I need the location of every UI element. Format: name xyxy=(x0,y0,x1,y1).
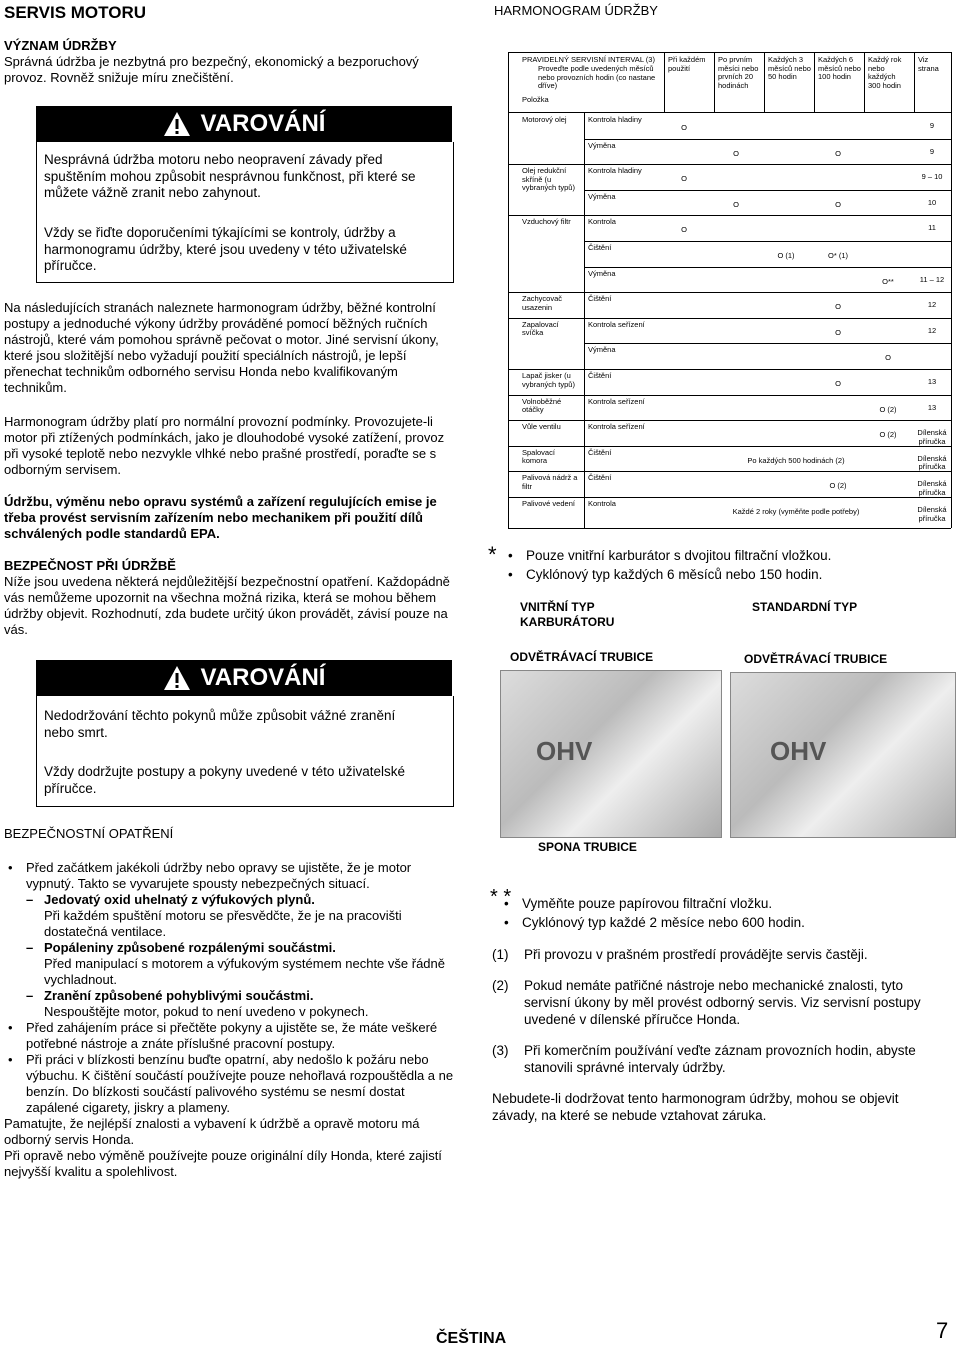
warning-banner-2 xyxy=(36,660,452,696)
column-header: Každých 6 měsíců nebo 100 hodin xyxy=(818,55,861,81)
row-divider xyxy=(584,139,951,140)
table-cell-action: Výměna xyxy=(588,140,616,150)
table-cell-action: Kontrola xyxy=(588,499,616,508)
intro-paragraph: Na následujících stranách naleznete harmonogram údržby, běžné kontrolní postupy a jednoduché výkony údržby prováděné pomocí běžných ručních nástrojů, které vám pomohou správně pečovat o motor. Jiné servisní úkony, které jsou složitější nebo vyžadují použití speciálních nástrojů, je lepší přenechat technikům odborného servisu Honda nebo kvalifikovaným technikům. xyxy=(4,300,439,395)
item-header: Položka xyxy=(522,95,549,104)
warning-text: Nesprávná údržba motoru nebo neopravení závady před spuštěním mohou způsobit nesprávnou funkčnost, při které se můžete vážně zranit nebo zahynout. xyxy=(44,152,416,200)
table-cell-action: Výměna xyxy=(588,268,616,278)
conditions-paragraph: Harmonogram údržby platí pro normální provozní podmínky. Provozujete-li motor při ztížených podmínkách, jako je dlouhodobé vysoké zatížení, provoz při vysoké teplotě nebo nezvykle vlhké nebo prašné prostředí, poraďte se s odborným servisem. xyxy=(4,414,445,477)
standard-type-label: STANDARDNÍ TYP xyxy=(752,600,858,614)
table-cell-action: Kontrola xyxy=(588,217,616,227)
hazard-title: – Jedovatý oxid uhelnatý z výfukových plynů. xyxy=(4,892,454,908)
column-divider xyxy=(714,52,715,112)
double-star-notes xyxy=(500,894,940,932)
table-cell-page: Dílenská příručka xyxy=(917,505,947,523)
table-cell-page: 10 xyxy=(927,197,937,207)
carburetor-internal-image xyxy=(500,670,722,838)
row-divider xyxy=(508,369,951,370)
table-cell-item: Spalovací komora xyxy=(522,447,555,466)
column-divider xyxy=(914,52,915,112)
table-border xyxy=(951,52,952,528)
table-cell-item: Zapalovací svíčka xyxy=(522,319,559,338)
star-notes xyxy=(504,546,944,584)
header-separator xyxy=(508,112,951,113)
table-cell-item: Vůle ventilu xyxy=(522,422,561,432)
column-divider xyxy=(664,52,665,112)
engine-logo: OHV xyxy=(770,736,827,766)
table-cell-mark: O xyxy=(733,199,739,209)
safety-text: Níže jsou uvedena některá nejdůležitější bezpečnostní opatření. Každopádně vás nemůžeme upozornit na všechna možná rizika, která se mohou během údržby objevit. Rozhodnutí, zda budete určitý úkon provádět, závisí pouze na vás. xyxy=(4,574,450,637)
star-marker: * xyxy=(488,542,497,567)
table-cell-page: 11 xyxy=(928,223,936,233)
hazard-text: Při každém spuštění motoru se přesvědčte, že je na pracovišti dostatečná ventilace. xyxy=(44,908,402,939)
closing-text: Pamatujte, že nejlépší znalosti a vybavení k údržbě a opravě motoru má odborný servis Honda. xyxy=(4,1116,420,1147)
row-divider xyxy=(584,241,951,242)
warning-text: Vždy dodržujte postupy a pokyny uvedené v této uživatelské příručce. xyxy=(44,764,405,796)
table-cell-mark: O xyxy=(835,327,841,337)
footnote: (1) Při provozu v prašném prostředí provádějte servis častěji. xyxy=(492,947,868,962)
column-header: Po prvním měsíci nebo prvních 20 hodinách xyxy=(718,55,759,90)
table-border xyxy=(508,528,951,529)
column-divider xyxy=(864,52,865,112)
table-cell-page: 11 – 12 xyxy=(919,274,945,284)
table-border xyxy=(508,52,509,528)
row-divider xyxy=(508,215,951,216)
footnote: (2) Pokud nemáte patřičné nástroje nebo mechanické znalosti, tyto servisní úkony by měl provést odborný servis. Viz servisní postupy uvedené v dílenské příručce Honda. xyxy=(492,978,921,1027)
column-header: Viz strana xyxy=(918,55,939,73)
table-cell-page: Dílenská příručka xyxy=(917,428,947,446)
table-cell-mark: O* (1) xyxy=(827,251,848,260)
importance-text: Správná údržba je nezbytná pro bezpečný, ekonomický a bezporuchový provoz. Rovněž snižuje míru znečištění. xyxy=(4,54,419,85)
warning-label: VAROVÁNÍ xyxy=(200,110,326,137)
importance-heading: VÝZNAM ÚDRŽBY xyxy=(4,38,117,53)
page-number: 7 xyxy=(936,1318,949,1343)
table-cell-action: Čištění xyxy=(588,243,612,252)
warning-label: VAROVÁNÍ xyxy=(200,664,326,691)
table-cell-page: 12 xyxy=(927,300,937,310)
list-item: • Cyklónový typ každých 6 měsíců nebo 150 hodin. xyxy=(504,565,944,584)
list-item: • Před začátkem jakékoli údržby nebo opravy se ujistěte, že je motor vypnutý. Takto se vyvarujete spousty nebezpečných situací. xyxy=(4,860,454,892)
table-cell-mark: O xyxy=(681,174,687,184)
table-cell-mark: O xyxy=(885,353,891,363)
table-cell-item: Zachycovač usazenin xyxy=(522,294,563,312)
table-cell-mark: O xyxy=(835,199,841,209)
precautions-list xyxy=(4,860,454,1180)
table-cell-mark: O xyxy=(681,123,687,132)
table-cell-page: Dílenská příručka xyxy=(917,453,947,472)
schedule-title: HARMONOGRAM ÚDRŽBY xyxy=(494,3,658,18)
table-cell-page: 13 xyxy=(927,402,937,412)
table-cell-interval-span: Každé 2 roky (vyměňte podle potřeby) xyxy=(732,507,860,516)
table-cell-mark: O xyxy=(733,148,739,158)
warranty-note: Nebudete-li dodržovat tento harmonogram údržby, mohou se objevit závady, na které se nebude vztahovat záruka. xyxy=(492,1091,899,1123)
row-divider xyxy=(508,420,951,421)
row-divider xyxy=(508,164,951,165)
vent-tube-label: ODVĚTRÁVACÍ TRUBICE xyxy=(510,650,654,664)
hazard-text: Nespouštějte motor, pokud to není uvedeno v pokynech. xyxy=(44,1004,369,1019)
table-cell-action: Kontrola seřízení xyxy=(588,422,645,432)
internal-type-label: VNITŘNÍ TYP KARBURÁTORU xyxy=(520,600,615,629)
table-cell-mark: O (2) xyxy=(879,430,897,440)
column-header: Každý rok nebo každých 300 hodin xyxy=(868,55,902,90)
list-item: • Před zahájením práce si přečtěte pokyny a ujistěte se, že máte veškeré potřebné nástroje a znáte příslušné pracovní postupy. xyxy=(4,1020,454,1052)
table-cell-mark: O (2) xyxy=(879,404,897,414)
warning-text: Nedodržování těchto pokynů může způsobit vážné zranění nebo smrt. xyxy=(44,708,396,740)
hazard-text: Před manipulací s motorem a výfukovým systémem nechte vše řádně vychladnout. xyxy=(44,956,445,987)
carburetor-standard-image xyxy=(730,672,956,838)
hazard-title: – Zranění způsobené pohyblivými součástmi. xyxy=(4,988,454,1004)
table-cell-item: Motorový olej xyxy=(522,115,567,124)
column-divider xyxy=(814,52,815,112)
list-item: • Pouze vnitřní karburátor s dvojitou filtrační vložkou. xyxy=(504,546,944,565)
list-item: • Cyklónový typ každé 2 měsíce nebo 600 hodin. xyxy=(500,913,940,932)
double-star-marker: * * xyxy=(490,886,512,908)
language-label: ČEŠTINA xyxy=(436,1330,507,1347)
row-divider xyxy=(508,395,951,396)
table-cell-page: 9 xyxy=(929,146,935,156)
illustration-internal xyxy=(500,596,720,836)
row-divider xyxy=(584,190,951,191)
table-cell-mark: O xyxy=(835,302,841,312)
closing-text: Při opravě nebo výměně používejte pouze originální díly Honda, které zajistí nejvyšší kvalitu a spolehlivost. xyxy=(4,1148,442,1179)
emission-paragraph: Údržbu, výměnu nebo opravu systémů a zařízení regulujících emise je třeba provést servisním zařízením nebo mechanikem při použití dílů schválených podle standardů EPA. xyxy=(4,494,437,541)
table-cell-action: Čištění xyxy=(588,447,612,457)
table-cell-mark: O xyxy=(835,379,841,388)
footnote: (3) Při komerčním používání veďte záznam provozních hodin, abyste stanovili správné intervaly údržby. xyxy=(492,1043,916,1075)
warning-triangle-icon xyxy=(163,111,191,137)
table-cell-action: Čištění xyxy=(588,294,612,304)
list-item: • Vyměňte pouze papírovou filtrační vložku. xyxy=(500,894,940,913)
row-divider xyxy=(584,267,951,268)
table-cell-item: Olej redukční skříně (u vybraných typů) xyxy=(522,166,575,193)
row-divider xyxy=(508,497,951,498)
table-cell-interval-span: Po každých 500 hodinách (2) xyxy=(747,455,845,465)
precautions-heading: BEZPEČNOSTNÍ OPATŘENÍ xyxy=(4,826,174,841)
row-divider xyxy=(508,446,951,447)
table-cell-mark: O** xyxy=(882,276,894,286)
table-cell-mark: O xyxy=(835,148,841,158)
page-title: SERVIS MOTORU xyxy=(4,3,147,22)
table-cell-mark: O (2) xyxy=(829,481,847,491)
column-divider xyxy=(584,112,585,528)
table-cell-action: Kontrola seřízení xyxy=(588,396,645,406)
list-item: • Při práci v blízkosti benzínu buďte opatrní, aby nedošlo k požáru nebo výbuchu. K čištění součástí používejte pouze nehořlavá rozpouštědla a ne benzín. Do blízkosti součástí palivového systému se nesmí dostat zapálené cigarety, jiskry a plameny. xyxy=(4,1052,454,1116)
row-divider xyxy=(508,471,951,472)
table-cell-action: Kontrola seřízení xyxy=(588,319,645,329)
table-border xyxy=(508,52,951,53)
table-cell-mark: O xyxy=(681,225,687,235)
table-cell-page: Dílenská příručka xyxy=(917,479,947,497)
table-cell-action: Kontrola hladiny xyxy=(588,115,642,124)
warning-banner-1 xyxy=(36,106,452,142)
table-cell-action: Čištění xyxy=(588,371,612,380)
table-cell-mark: O (1) xyxy=(777,251,795,260)
safety-heading: BEZPEČNOST PŘI ÚDRŽBĚ xyxy=(4,558,176,573)
hazard-title: – Popáleniny způsobené rozpálenými součástmi. xyxy=(4,940,454,956)
interval-subheader: Proveďte podle uvedených měsíců nebo provozních hodin (co nastane dříve) xyxy=(538,64,656,90)
column-divider xyxy=(764,52,765,112)
vent-tube-label: ODVĚTRÁVACÍ TRUBICE xyxy=(744,652,888,666)
table-cell-action: Výměna xyxy=(588,191,616,201)
clamp-label: SPONA TRUBICE xyxy=(538,840,637,854)
row-divider xyxy=(508,318,951,319)
table-cell-item: Volnoběžné otáčky xyxy=(522,396,562,415)
table-cell-page: 12 xyxy=(927,325,937,335)
table-cell-item: Vzduchový filtr xyxy=(522,217,571,227)
table-cell-item: Lapač jisker (u vybraných typů) xyxy=(522,371,575,389)
interval-header: PRAVIDELNÝ SERVISNÍ INTERVAL (3) xyxy=(522,55,655,64)
column-header: Při každém použití xyxy=(668,55,706,73)
warning-text: Vždy se řiďte doporučeními týkajícími se kontroly, údržby a harmonogramu údržby, které jsou uvedeny v této uživatelské příručce. xyxy=(44,225,407,273)
table-cell-item: Palivové vedení xyxy=(522,499,575,508)
engine-logo: OHV xyxy=(536,736,593,766)
table-cell-page: 9 – 10 xyxy=(921,172,943,182)
row-divider xyxy=(508,292,951,293)
table-cell-page: 9 xyxy=(929,121,935,130)
column-header: Každých 3 měsíců nebo 50 hodin xyxy=(768,55,811,81)
illustration-standard xyxy=(730,596,954,836)
table-cell-item: Palivová nádrž a filtr xyxy=(522,473,578,491)
warning-triangle-icon xyxy=(163,665,191,691)
row-divider xyxy=(584,343,951,344)
table-cell-page: 13 xyxy=(927,377,937,386)
table-cell-action: Kontrola hladiny xyxy=(588,166,642,176)
footnotes xyxy=(492,946,942,1124)
table-cell-action: Čištění xyxy=(588,473,612,483)
maintenance-table xyxy=(508,52,952,528)
table-cell-action: Výměna xyxy=(588,345,616,355)
